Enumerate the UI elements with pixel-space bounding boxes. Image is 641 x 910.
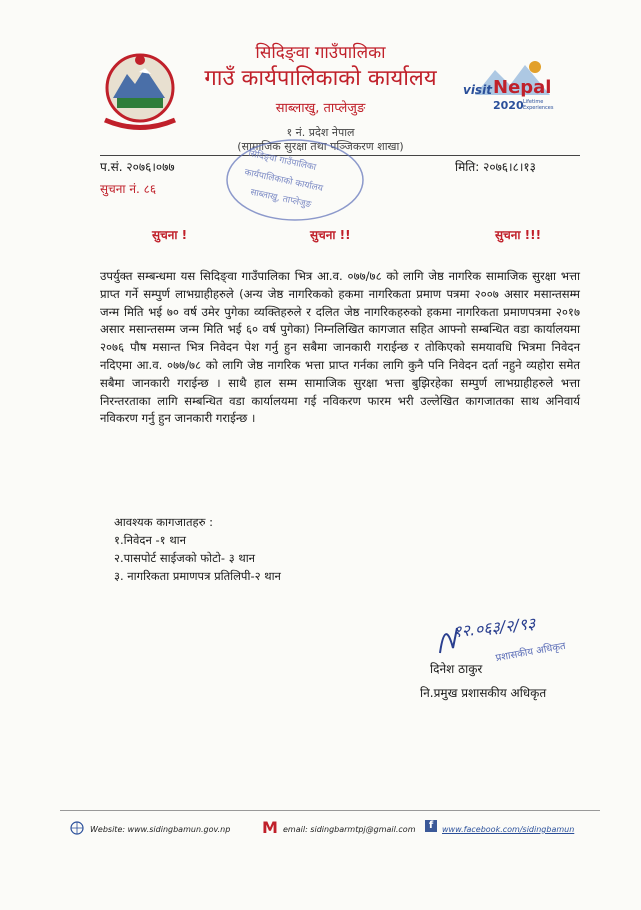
tagline-text: Lifetime Experiences (523, 99, 554, 111)
office-name: गाउँ कार्यपालिकाको कार्यालय (204, 66, 437, 91)
notice-title-1: सुचना ! (152, 228, 188, 242)
notice-title-3: सुचना !!! (495, 228, 542, 242)
reference-number: प.सं. २०७६।०७७ (100, 160, 175, 174)
notice-title-2: सुचना !! (310, 228, 351, 242)
handwritten-signature (435, 608, 585, 668)
date: मिति: २०७६।८।१३ (455, 160, 536, 174)
requirements-heading: आवश्यक कागजातहरु : (114, 515, 214, 529)
designation-stamp: प्रशासकीय अधिकृत (494, 640, 567, 665)
email-icon: M (262, 818, 278, 837)
province-line: १ नं. प्रदेश नेपाल (286, 126, 355, 139)
notice-number: सुचना नं. ८६ (100, 182, 157, 196)
requirement-item: ३. नागरिकता प्रमाणपत्र प्रतिलिपी-२ थान (114, 569, 281, 583)
stamp-text-3: साब्लाखु, ताप्लेजुङ (249, 187, 313, 211)
visit-nepal-logo (455, 55, 565, 125)
globe-icon (70, 820, 84, 834)
requirement-item: १.निवेदन -१ थान (114, 533, 187, 547)
website-link[interactable]: Website: www.sidingbamun.gov.np (90, 825, 231, 834)
office-address: साब्लाखु, ताप्लेजुङ (275, 101, 366, 116)
nepal-text: Nepal (493, 77, 552, 98)
visit-text: visit (463, 83, 492, 97)
stamp-text-2: कार्यपालिकाको कार्यालय (243, 167, 324, 195)
notice-body: उपर्युक्त सम्बन्धमा यस सिदिङ्वा गाउँपालिका भित्र आ.व. ०७७/७८ को लागि जेष्ठ नागरिक सामाजिक सुरक्षा भत्ता प्राप्त गर्ने सम्पुर्ण लाभग्राहीहरुले (अन्य जेष्ठ नागरिकको हकमा नागरिकता प्रमाण पत्रमा २००७ असार मसान्तसम्म जन्म मिति भई ७० वर्ष उमेर पुगेका व्यक्तिहरुले र दलित जेष्ठ नागरिकहरुको हकमा नागरिकता प्रमाणपत्रमा २०१७ असार मसान्तसम्म जन्म मिति भई ६० वर्ष पुगेका) निम्नलिखित कागजात सहित आफ्नो सम्बन्धित वडा कार्यालयमा २०७६ पौष मसान्त भित्र निवेदन पेश गर्नु हुन सबैमा जानकारी गराईन्छ र तोकिएको समयावधि भित्रमा निवेदन नदिएमा आ.व. ०७७/७८ को लागि जेष्ठ नागरिक भत्ता प्राप्त गर्नका लागि कुनै पनि निवेदन दर्ता नहुने व्यहोरा समेत सबैमा जानकारी गराईन्छ । साथै हाल सम्म सामाजिक सुरक्षा भत्ता बुझिरहेका सम्पुर्ण लाभग्राहीहरुले भत्ता निरन्तरताका लागि सम्बन्धित वडा कार्यालयमा गई नविकरण फारम भरी उल्लेखित कागजातका साथ अनिवार्य नविकरण गर्नु हुन जानकारी गराईन्छ । (100, 269, 580, 426)
signature-scribble: १२.०६३/२/९३ (452, 613, 537, 642)
facebook-icon: f (425, 820, 437, 832)
requirement-item: २.पासपोर्ट साईजको फोटो- ३ थान (114, 551, 256, 565)
facebook-link[interactable]: www.facebook.com/sidingbamun (442, 825, 575, 834)
year-text: 2020 (493, 99, 524, 112)
footer-divider (60, 810, 600, 811)
municipality-name: सिदिङ्वा गाउँपालिका (255, 43, 386, 63)
signatory-name: दिनेश ठाकुर (430, 662, 483, 676)
signatory-title: नि.प्रमुख प्रशासकीय अधिकृत (420, 686, 547, 700)
branch-line: (सामाजिक सुरक्षा तथा पञ्जिकरण शाखा) (237, 140, 404, 153)
email-link[interactable]: email: sidingbarmtpj@gmail.com (283, 825, 416, 834)
stamp-text-1: सिदिङ्वा गाउँपालिका (247, 148, 317, 174)
office-stamp (220, 135, 370, 225)
